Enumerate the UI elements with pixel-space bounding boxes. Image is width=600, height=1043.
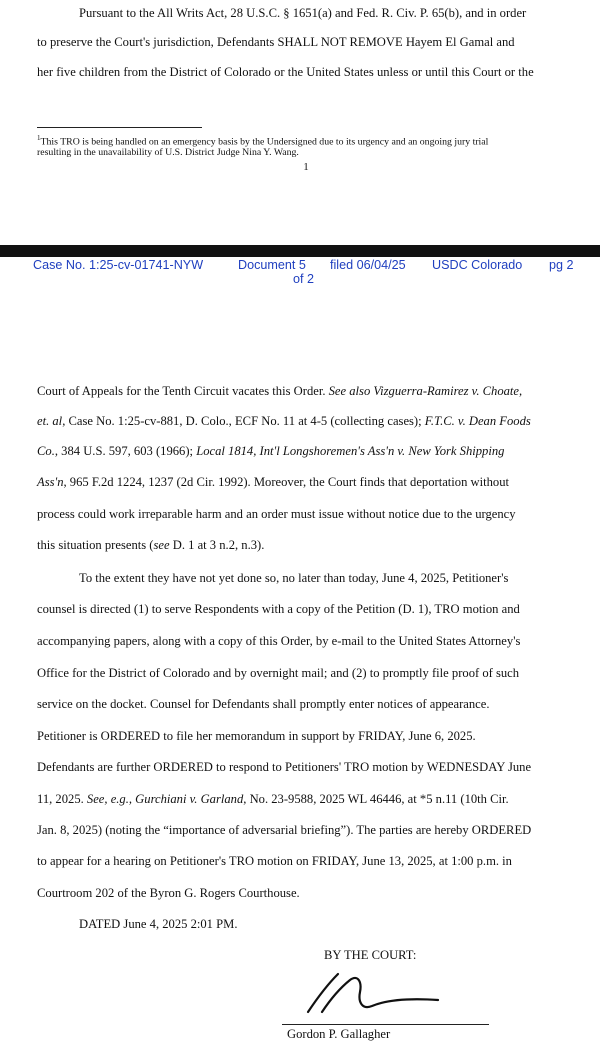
text-line: to preserve the Court's jurisdiction, Defendants SHALL NOT REMOVE Hayem El Gamal and [37, 35, 515, 49]
page-1-bottom [0, 0, 600, 245]
text-line: Jan. 8, 2025) (noting the “importance of adversarial briefing”). The parties are hereby ORDERED [37, 823, 532, 837]
page-label: pg 2 [549, 258, 574, 272]
text-line: accompanying papers, along with a copy of this Order, by e-mail to the United States Attorney's [37, 634, 521, 648]
text-line: service on the docket. Counsel for Defendants shall promptly enter notices of appearance. [37, 697, 490, 711]
text-line: her five children from the District of Colorado or the United States unless or until this Court or the [37, 65, 534, 79]
footnote-line: resulting in the unavailability of U.S. District Judge Nina Y. Wang. [37, 147, 299, 158]
page-number: 1 [303, 161, 309, 173]
filing-header [0, 257, 600, 287]
signer-name: Gordon P. Gallagher [287, 1027, 391, 1041]
text-line: Defendants are further ORDERED to respond to Petitioners' TRO motion by WEDNESDAY June [37, 760, 532, 774]
signature-line [282, 1024, 489, 1025]
filed-date: filed 06/04/25 [330, 258, 406, 272]
text-line: process could work irreparable harm and an order must issue without notice due to the urgency [37, 507, 516, 521]
text-line: to appear for a hearing on Petitioner's TRO motion on FRIDAY, June 13, 2025, at 1:00 p.m. in [37, 854, 512, 868]
text-line: Co., 384 U.S. 597, 603 (1966); Local 1814, Int'l Longshoremen's Ass'n v. New York Shipping [37, 444, 505, 458]
footnote-line: $^1$This TRO is being handled on an emergency basis by the Undersigned due to its urgency and an ongoing jury trial [37, 134, 489, 148]
by-the-court-label: BY THE COURT: [324, 948, 417, 962]
handwritten-signature [300, 960, 445, 1020]
text-line: To the extent they have not yet done so, no later than today, June 4, 2025, Petitioner's [79, 571, 509, 585]
text-line: Office for the District of Colorado and by overnight mail; and (2) to promptly file proof of such [37, 666, 520, 680]
text-line: Courtroom 202 of the Byron G. Rogers Courthouse. [37, 886, 300, 900]
text-line: Pursuant to the All Writs Act, 28 U.S.C. § 1651(a) and Fed. R. Civ. P. 65(b), and in order [79, 6, 527, 20]
case-number: Case No. 1:25-cv-01741-NYW [33, 258, 204, 272]
text-line: 11, 2025. See, e.g., Gurchiani v. Garland, No. 23-9588, 2025 WL 46446, at *5 n.11 (10th Cir. [37, 792, 509, 806]
court-name: USDC Colorado [432, 258, 523, 272]
footnote-divider [37, 127, 202, 128]
text-line: Court of Appeals for the Tenth Circuit vacates this Order. See also Vizguerra-Ramirez v. Choate, [37, 384, 523, 398]
text-line: counsel is directed (1) to serve Respondents with a copy of the Petition (D. 1), TRO motion and [37, 602, 520, 616]
dated-line: DATED June 4, 2025 2:01 PM. [79, 917, 238, 931]
document-page-count: of 2 [293, 272, 315, 286]
text-line: Ass'n, 965 F.2d 1224, 1237 (2d Cir. 1992). Moreover, the Court finds that deportation without [37, 475, 510, 489]
footnote-marker: 1 [37, 134, 41, 142]
text-line: Petitioner is ORDERED to file her memorandum in support by FRIDAY, June 6, 2025. [37, 729, 476, 743]
text-line: et. al, Case No. 1:25-cv-881, D. Colo., ECF No. 11 at 4-5 (collecting cases); F.T.C. v. Dean Foods [37, 414, 531, 428]
document-number: Document 5 [238, 258, 306, 272]
text-line: this situation presents (see D. 1 at 3 n.2, n.3). [37, 538, 265, 552]
page-separator [0, 245, 600, 257]
